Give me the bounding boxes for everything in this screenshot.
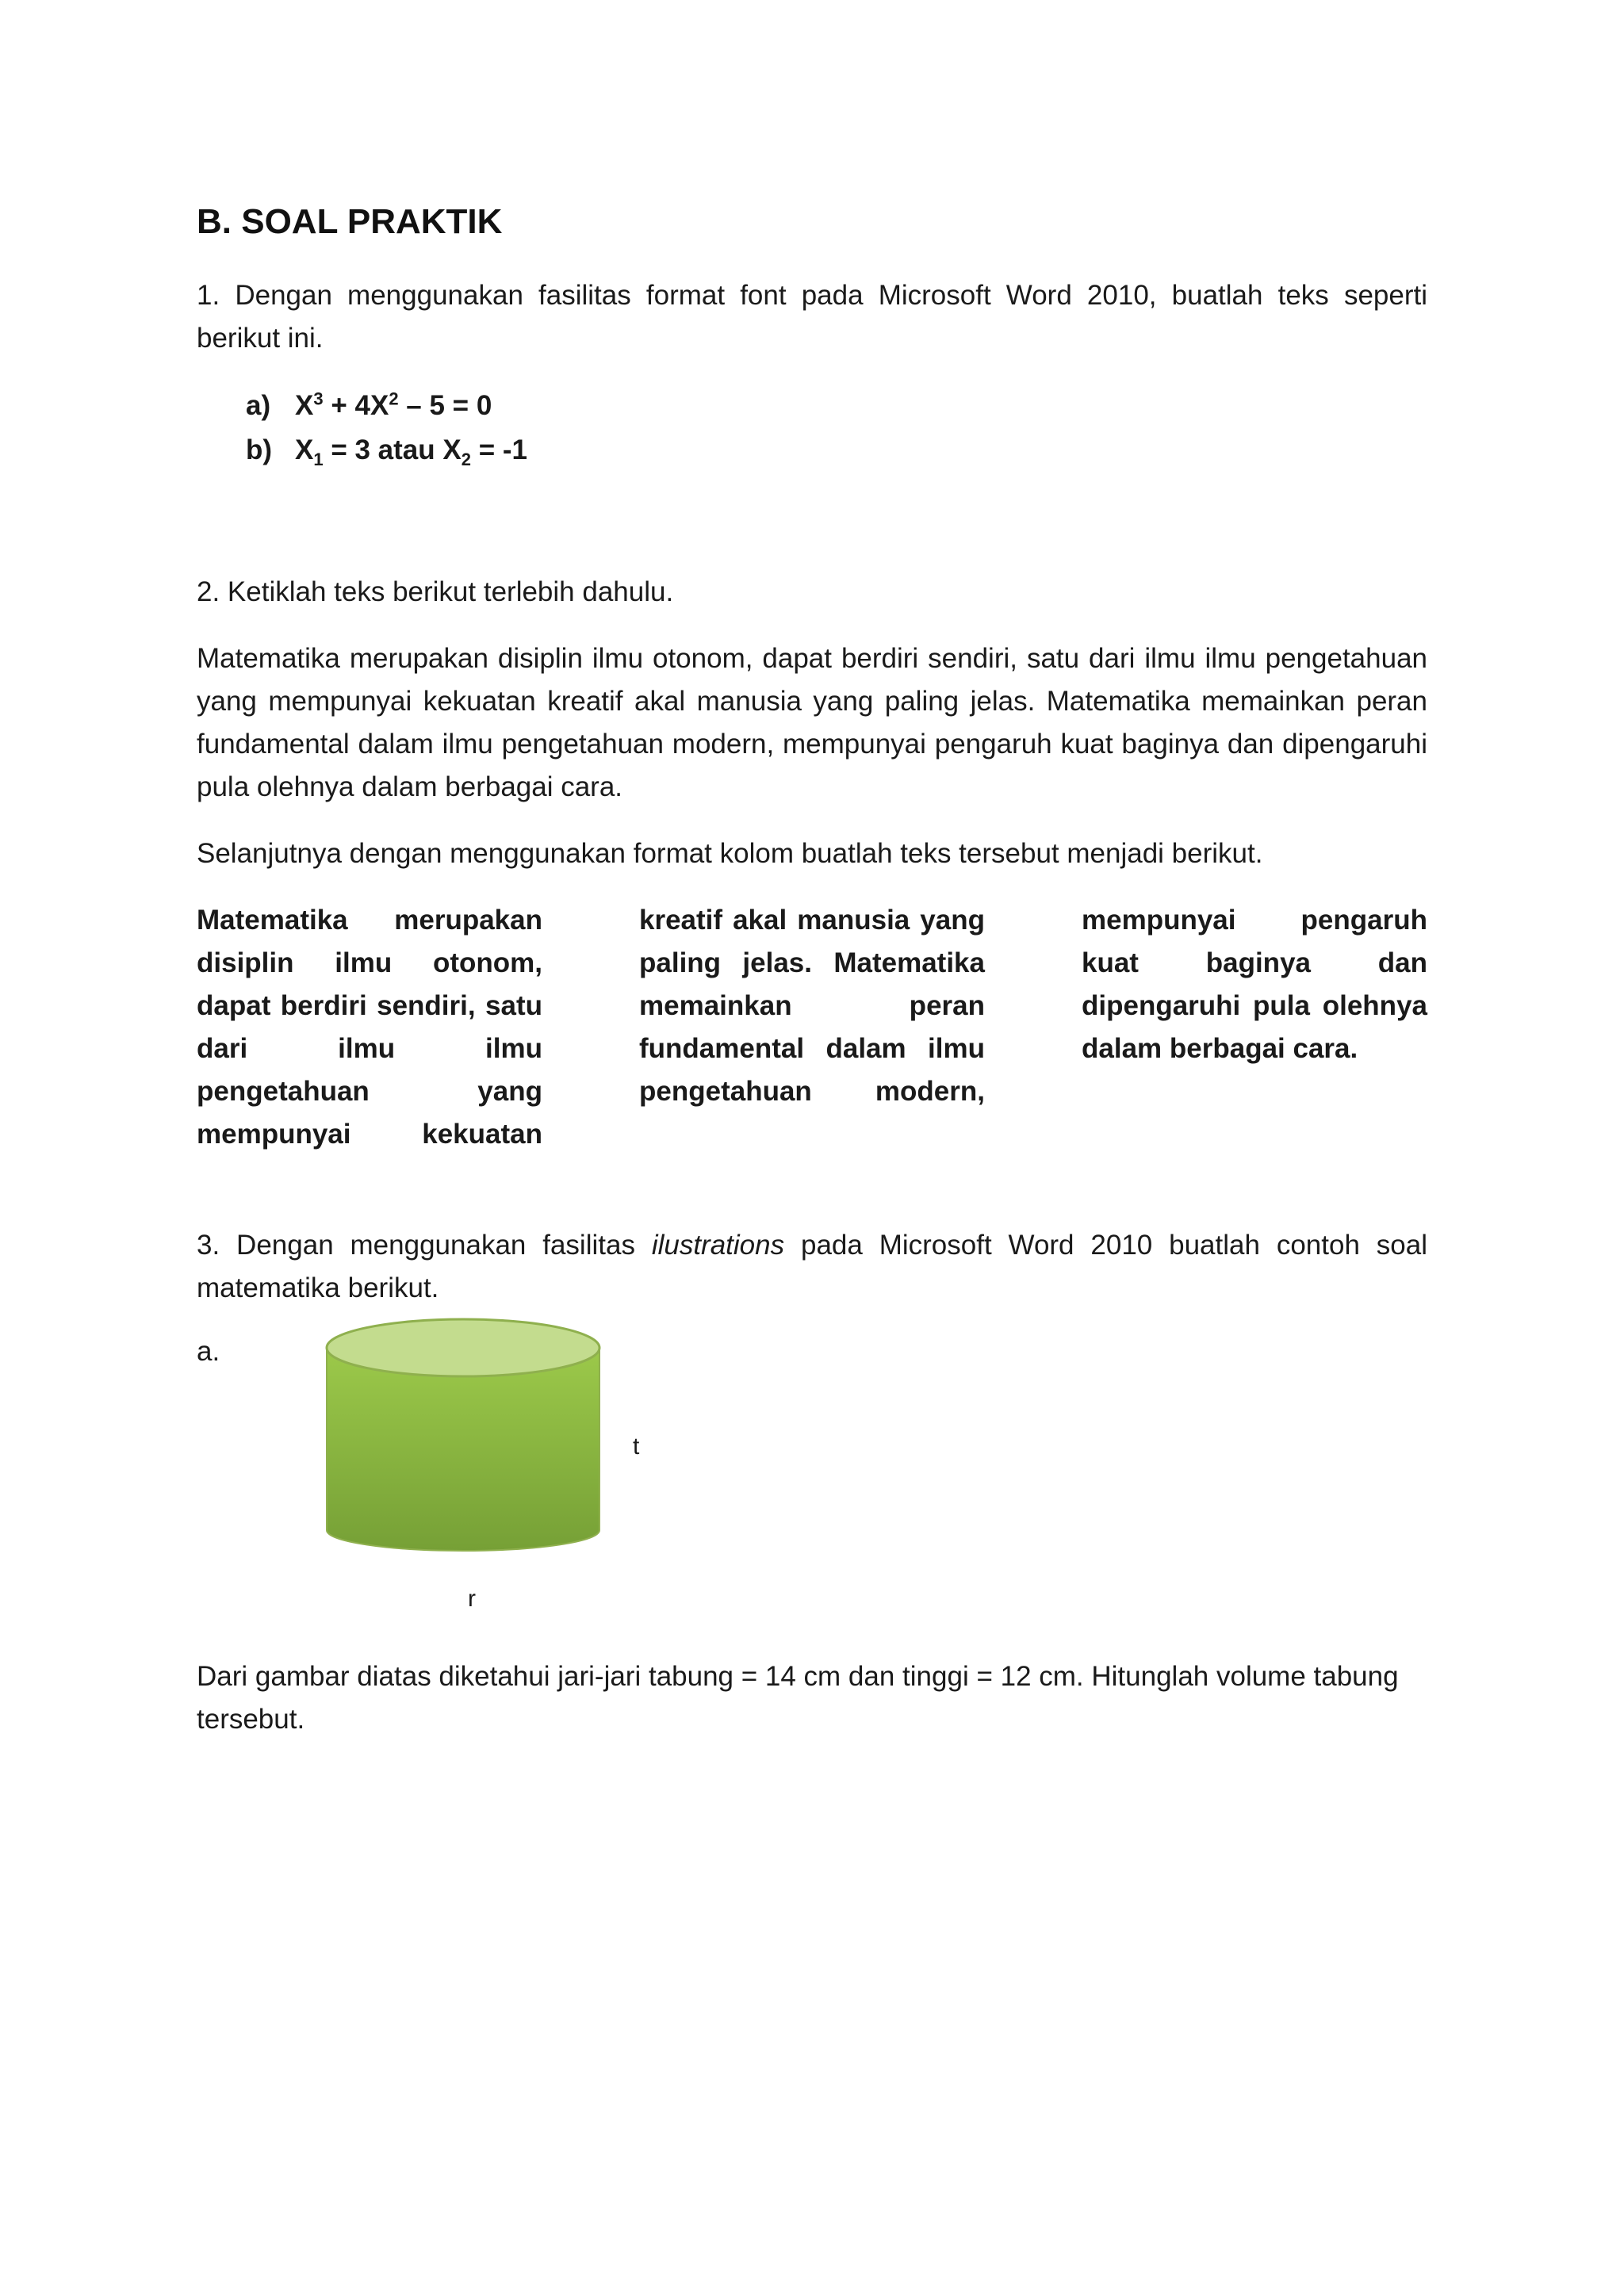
question-1-text: 1. Dengan menggunakan fasilitas format font pada Microsoft Word 2010, buatlah teks seperti berikut ini. <box>197 280 1427 354</box>
text-column-2: kreatif akal manusia yang paling jelas. Matematika memainkan peran fundamental dalam ilmu pengetahuan modern, <box>639 905 985 1107</box>
equation-a: $X^3 + 4X^2 - 5 = 0$ <box>295 388 492 421</box>
question-2-instruction: Selanjutnya dengan menggunakan format kolom buatlah teks tersebut menjadi berikut. <box>197 838 1263 869</box>
document-content <box>197 198 1427 1741</box>
radius-label: r <box>468 1586 476 1612</box>
equation-item-a <box>246 384 1427 428</box>
equation-b: $X_1 = 3$ atau $X_2 = -1$ <box>295 434 527 469</box>
question-2-paragraph: Matematika merupakan disiplin ilmu otonom, dapat berdiri sendiri, satu dari ilmu ilmu pengetahuan yang mempunyai kekuatan kreatif akal manusia yang paling jelas. Matematika memainkan peran fundamental dalam ilmu pengetahuan modern, mempunyai pengaruh kuat baginya dan dipengaruhi pula olehnya dalam berbagai cara. <box>197 643 1427 802</box>
cylinder-body <box>327 1348 599 1551</box>
equation-marker: a) <box>246 390 271 421</box>
height-label: t <box>633 1433 640 1460</box>
cylinder-illustration <box>324 1314 609 1576</box>
cylinder-top <box>327 1319 599 1376</box>
figure-label: a. <box>197 1336 220 1367</box>
equation-marker: b) <box>246 434 273 465</box>
question-3-text: Dari gambar diatas diketahui jari-jari tabung = 14 cm dan tinggi = 12 cm. Hitunglah volume tabung tersebut. <box>197 1661 1399 1735</box>
text-column-3: mempunyai pengaruh kuat baginya dan dipengaruhi pula olehnya dalam berbagai cara. <box>1082 905 1427 1064</box>
text-column-1: Matematika merupakan disiplin ilmu otonom, dapat berdiri sendiri, satu dari ilmu ilmu pengetahuan yang mempunyai kekuatan <box>197 905 542 1150</box>
equation-item-b <box>246 428 1427 473</box>
question-3-title: 3. Dengan menggunakan fasilitas ilustrations pada Microsoft Word 2010 buatlah contoh soal matematika berikut. <box>197 1230 1427 1303</box>
question-2-title: 2. Ketiklah teks berikut terlebih dahulu. <box>197 576 674 607</box>
cylinder-figure-area <box>197 1330 1427 1655</box>
section-title: B. SOAL PRAKTIK <box>197 202 503 241</box>
italic-term: ilustrations <box>651 1230 785 1261</box>
equation-list <box>197 384 1427 473</box>
three-column-text <box>197 899 1427 1156</box>
